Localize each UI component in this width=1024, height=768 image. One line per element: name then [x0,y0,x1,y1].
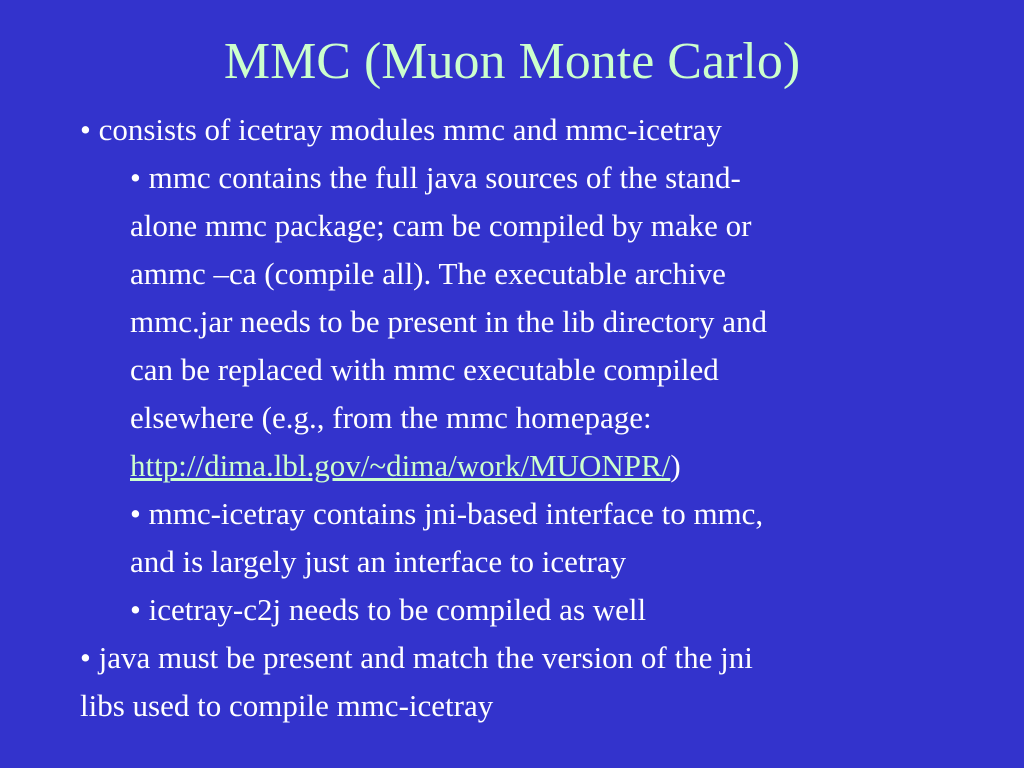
bullet-line-1: • consists of icetray modules mmc and mmc-icetray [80,112,722,147]
sub-bullet-line-1: • mmc contains the full java sources of the stand- [130,160,741,195]
sub-bullet-line-9: • icetray-c2j needs to be compiled as well [130,592,647,627]
bullet-line-2: • java must be present and match the version of the jni [80,640,753,675]
mmc-homepage-link[interactable]: http://dima.lbl.gov/~dima/work/MUONPR/ [130,448,671,483]
slide-title: MMC (Muon Monte Carlo) [223,33,801,90]
sub-bullet-line-5: can be replaced with mmc executable compiled [130,352,719,387]
sub-bullet-line-2: alone mmc package; cam be compiled by make or [130,208,752,243]
sub-bullet-line-7: • mmc-icetray contains jni-based interface to mmc, [130,496,764,531]
sub-bullet-line-6: elsewhere (e.g., from the mmc homepage: [130,400,652,435]
link-closing-paren: ) [670,448,681,483]
bullet-line-3: libs used to compile mmc-icetray [80,688,494,723]
sub-bullet-line-4: mmc.jar needs to be present in the lib directory and [130,304,768,339]
sub-bullet-line-3: ammc –ca (compile all). The executable archive [130,256,726,291]
slide-body [80,106,980,730]
link-line [80,442,980,490]
sub-bullet-line-8: and is largely just an interface to icetray [130,544,627,579]
